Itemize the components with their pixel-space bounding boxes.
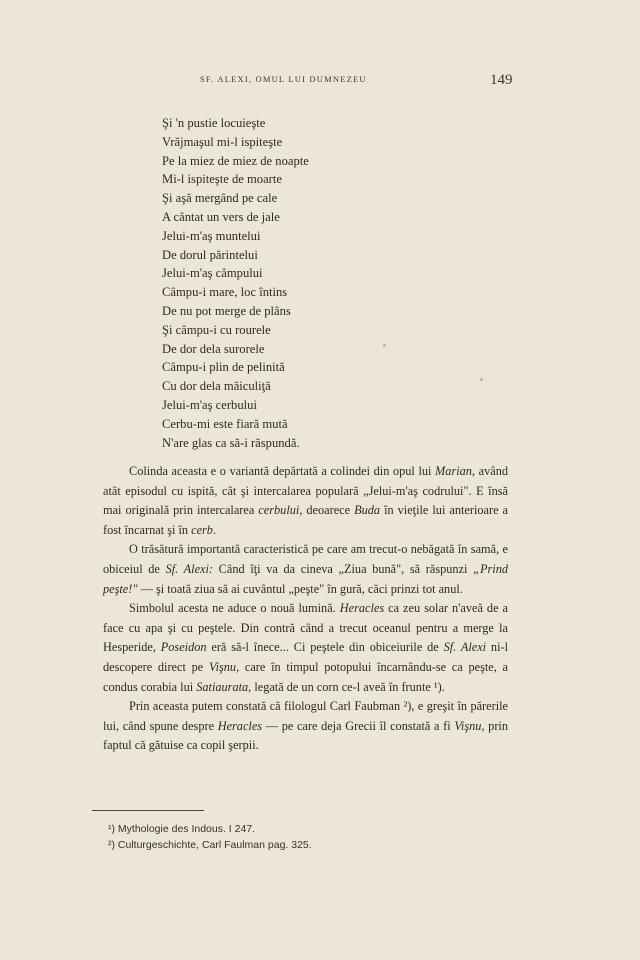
- footnotes: [108, 821, 312, 853]
- poem-line: Cu dor dela măiculiţă: [162, 379, 271, 394]
- poem-line: Şi 'n pustie locuieşte: [162, 116, 266, 130]
- poem-line: Şi aşă mergând pe cale: [162, 191, 278, 206]
- paragraph-3: Simbolul acesta ne aduce o nouă lumină. Heracles ca zeu solar n'aveă de a face cu apa şi cu peştele. Din contră când a trecut oceanul pentru a merge la Hesperide, Poseidon eră să-l înece... Ci peştele din obiceiurile de Sf. Alexi ni-l descopere direct pe Vişnu, care în timpul potopului încarnându-se ca peşte, a condus corabia lui Satiaurata, legată de un corn ce-l aveă în frunte ¹).: [103, 601, 508, 694]
- footnote-1: ¹) Mythologie des Indous. I 247.: [108, 823, 256, 835]
- page-number: 149: [490, 72, 513, 88]
- poem-verse-block: [162, 114, 309, 452]
- poem-line: De dorul părintelui: [162, 247, 258, 262]
- poem-line: Şi câmpu-i cu rourele: [162, 322, 271, 337]
- poem-line: Câmpu-i mare, loc întins: [162, 285, 288, 300]
- paper-speck: [383, 344, 386, 347]
- poem-line: Mi-l ispiteşte de moarte: [162, 172, 282, 187]
- poem-line: De nu pot merge de plâns: [162, 303, 291, 318]
- poem-line: Vrăjmaşul mi-l ispiteşte: [162, 134, 283, 149]
- paragraph-2: O trăsătură importantă caracteristică pe care am trecut-o nebăgată în samă, e obiceiul de Sf. Alexi: Când îţi va da cineva „Ziua bună", să răspunzi „Prind peşte!" — şi toată ziua să ai cuvântul „peşte" în gură, căci prinzi tot anul.: [103, 542, 508, 596]
- running-header: SF. ALEXI, OMUL LUI DUMNEZEU: [200, 74, 367, 84]
- poem-line: Câmpu-i plin de pelinită: [162, 360, 285, 375]
- footnote-2: ²) Culturgeschichte, Carl Faulman pag. 325.: [108, 839, 312, 851]
- body-text: [103, 462, 508, 756]
- poem-line: Jelui-m'aş muntelui: [162, 228, 261, 243]
- paragraph-4: Prin aceasta putem constată că filologul Carl Faubman ²), e greşit în părerile lui, când spune despre Heracles — pe care deja Grecii îl constată a fi Vişnu, prin faptul că gătuise ca copil şerpii.: [103, 699, 508, 753]
- poem-line: N'are glas ca să-i răspundă.: [162, 435, 300, 450]
- poem-line: Pe la miez de miez de noapte: [162, 153, 309, 168]
- poem-line: De dor dela surorele: [162, 341, 265, 356]
- poem-line: A cântat un vers de jale: [162, 209, 280, 224]
- paragraph-1: Colinda aceasta e o variantă depărtată a colindei din opul lui Marian, având atât episodul cu ispită, cât şi intercalarea populară „Jelui-m'aş codrului". E însă mai originală prin intercalarea cerbului, deoarece Buda în vieţile lui anterioare a fost încarnat şi în cerb.: [103, 464, 508, 537]
- paper-speck: [480, 378, 483, 381]
- poem-line: Jelui-m'aş cerbului: [162, 397, 257, 412]
- poem-line: Jelui-m'aş câmpului: [162, 266, 263, 281]
- footnote-divider: [92, 810, 204, 811]
- poem-line: Cerbu-mi este fiară mută: [162, 416, 288, 431]
